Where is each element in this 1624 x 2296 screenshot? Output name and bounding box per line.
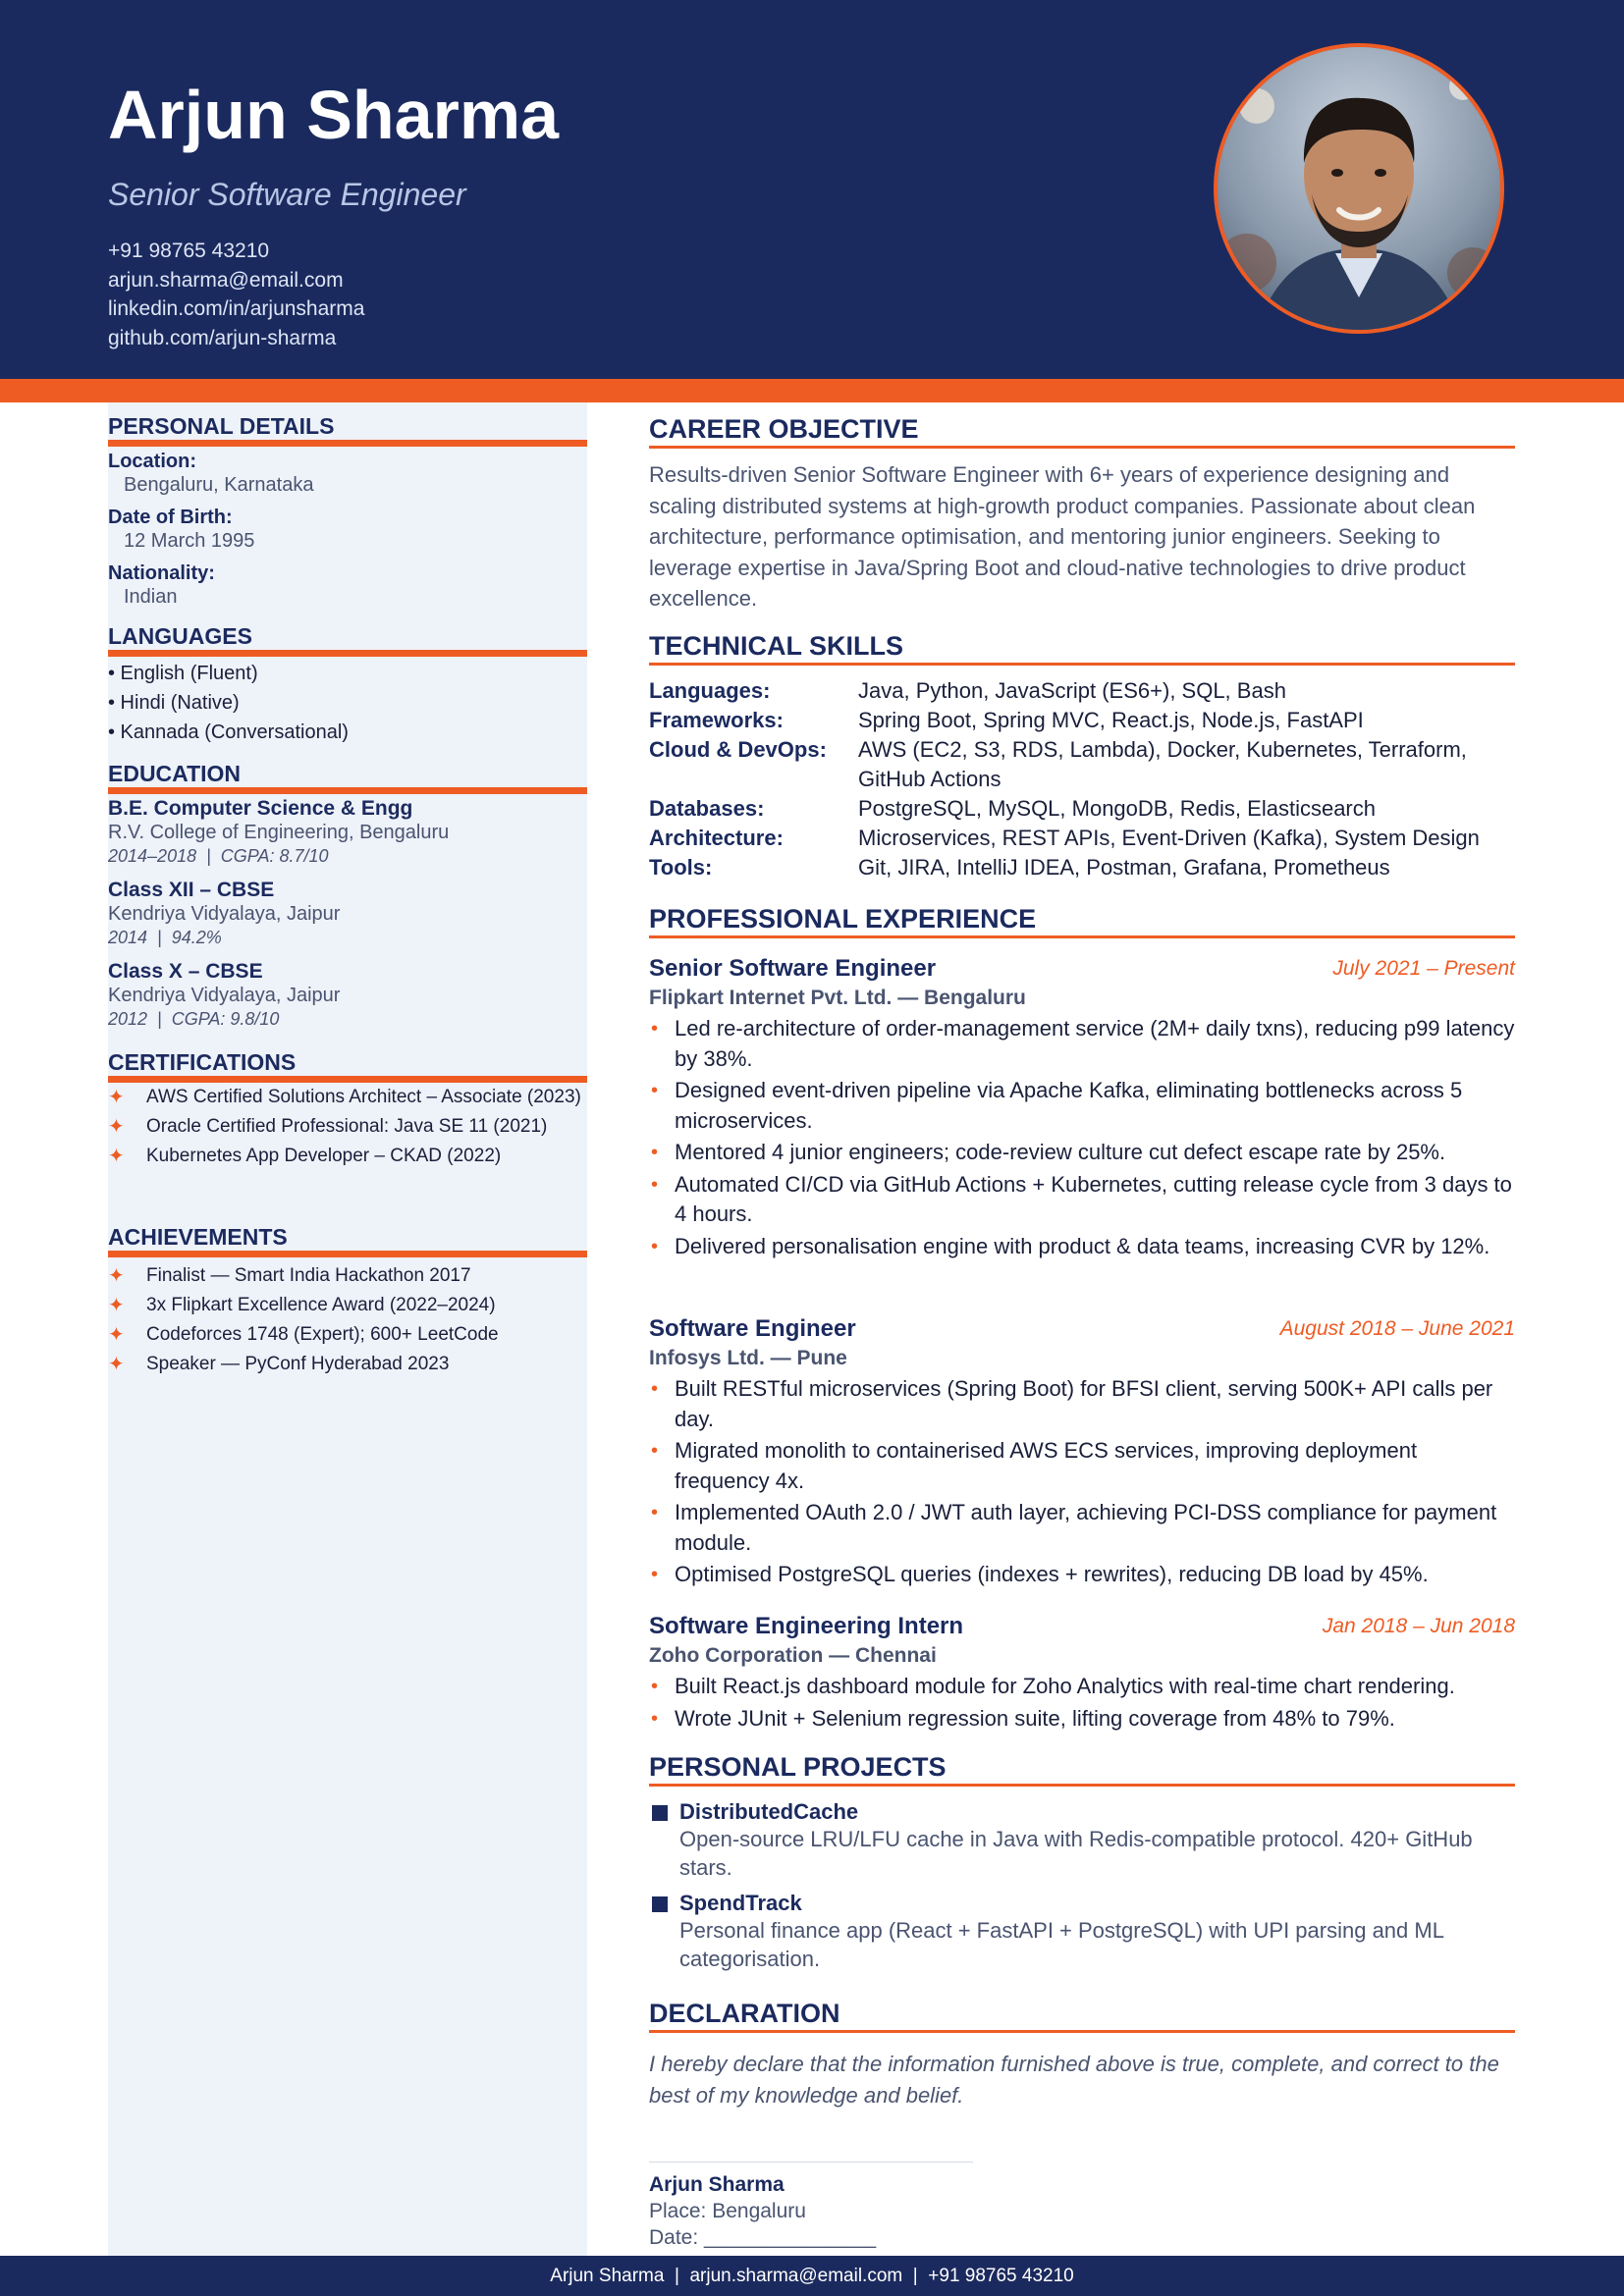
job-role: Senior Software Engineer (649, 955, 937, 982)
languages-list (108, 659, 587, 747)
skill-values: Java, Python, JavaScript (ES6+), SQL, Bash (858, 678, 1286, 703)
project-title: DistributedCache (679, 1799, 859, 1824)
bullet-text: Designed event-driven pipeline via Apache Kafka, eliminating bottlenecks across 5 microservices. (675, 1078, 1463, 1133)
square-bullet-icon (652, 1805, 668, 1821)
personal-details-heading: PERSONAL DETAILS (108, 413, 587, 447)
project-item (649, 1799, 1515, 1882)
achievement-text: 3x Flipkart Excellence Award (2022–2024) (146, 1295, 496, 1315)
bullet-text: Automated CI/CD via GitHub Actions + Kubernetes, cutting release cycle from 3 days to 4 hours. (675, 1171, 1512, 1226)
bullet-text: Wrote JUnit + Selenium regression suite, lifting coverage from 48% to 79%. (675, 1705, 1395, 1731)
achievement-text: Finalist — Smart India Hackathon 2017 (146, 1265, 471, 1286)
job-bullet (649, 1232, 1515, 1262)
certification-text: AWS Certified Solutions Architect – Associate (2023) (146, 1087, 581, 1107)
degree-title: B.E. Computer Science & Engg (108, 797, 413, 820)
bullet-dot-icon: • (651, 1173, 659, 1196)
signature-block (649, 2171, 1515, 2251)
languages-heading: LANGUAGES (108, 623, 587, 657)
bullet-dot-icon: • (651, 1440, 659, 1462)
signature-date: Date: _______________ (649, 2226, 877, 2249)
job-bullet (649, 1170, 1515, 1230)
achievements-list (108, 1261, 587, 1379)
skill-values: AWS (EC2, S3, RDS, Lambda), Docker, Kubernetes, Terraform, GitHub Actions (858, 737, 1467, 791)
career-objective-heading: CAREER OBJECTIVE (649, 414, 1515, 449)
certification-item (108, 1145, 587, 1168)
skill-row (649, 676, 1515, 706)
job-bullets (649, 1374, 1515, 1590)
degree-title: Class X – CBSE (108, 960, 263, 983)
job-bullets (649, 1672, 1515, 1734)
skill-category: Tools: (649, 855, 713, 880)
achievement-item (108, 1261, 587, 1291)
location-label: Location: (108, 451, 196, 472)
bullet-text: Built React.js dashboard module for Zoho Analytics with real-time chart rendering. (675, 1674, 1455, 1698)
achievement-text: Speaker — PyConf Hyderabad 2023 (146, 1354, 450, 1374)
bullet-text: Delivered personalisation engine with product & data teams, increasing CVR by 12%. (675, 1233, 1490, 1258)
certifications-list (108, 1086, 587, 1168)
job-entry-zoho (649, 1613, 1515, 1735)
skill-category: Architecture: (649, 826, 784, 850)
star-bullet-icon: ✦ (108, 1146, 125, 1167)
skill-category: Cloud & DevOps: (649, 737, 827, 762)
project-title: SpendTrack (679, 1891, 802, 1915)
achievement-item (108, 1350, 587, 1379)
project-description: Personal finance app (React + FastAPI + PostgreSQL) with UPI parsing and ML categorisation. (679, 1918, 1444, 1971)
bullet-text: Implemented OAuth 2.0 / JWT auth layer, achieving PCI-DSS compliance for payment module. (675, 1500, 1497, 1555)
bullet-text: Led re-architecture of order-management service (2M+ daily txns), reducing p99 latency by 38%. (675, 1016, 1515, 1071)
skill-category: Databases: (649, 796, 765, 821)
star-bullet-icon: ✦ (108, 1354, 125, 1375)
bullet-text: Mentored 4 junior engineers; code-review culture cut defect escape rate by 25%. (675, 1140, 1446, 1164)
bullet-dot-icon: • (651, 1142, 659, 1163)
education-item (108, 879, 587, 948)
skill-row (649, 706, 1515, 735)
education-list (108, 797, 587, 1030)
certification-item (108, 1115, 587, 1139)
portrait-image (1218, 47, 1500, 330)
certification-text: Kubernetes App Developer – CKAD (2022) (146, 1146, 502, 1166)
technical-skills-heading: TECHNICAL SKILLS (649, 631, 1515, 666)
nationality-label: Nationality: (108, 562, 215, 584)
job-bullet (649, 1672, 1515, 1702)
location-value: Bengaluru, Karnataka (124, 474, 314, 496)
skill-values: Spring Boot, Spring MVC, React.js, Node.js, FastAPI (858, 708, 1364, 732)
contact-phone: +91 98765 43210 (108, 240, 270, 262)
job-entry-flipkart (649, 955, 1515, 1263)
skill-row (649, 853, 1515, 882)
header-accent-bar (0, 379, 1624, 402)
job-company: Infosys Ltd. — Pune (649, 1347, 847, 1369)
signature-name: Arjun Sharma (649, 2173, 785, 2196)
school-name: Kendriya Vidyalaya, Jaipur (108, 985, 341, 1006)
job-dates: August 2018 – June 2021 (1279, 1317, 1515, 1340)
experience-heading: PROFESSIONAL EXPERIENCE (649, 904, 1515, 938)
skills-table (649, 676, 1515, 882)
job-bullets (649, 1014, 1515, 1261)
square-bullet-icon (652, 1896, 668, 1912)
job-bullet (649, 1498, 1515, 1558)
language-item: • English (Fluent) (108, 663, 258, 684)
signature-line (649, 2162, 973, 2163)
skill-row (649, 735, 1515, 794)
bullet-dot-icon: • (651, 1378, 659, 1400)
language-item: • Kannada (Conversational) (108, 721, 349, 743)
contact-email[interactable]: arjun.sharma@email.com (108, 268, 344, 292)
job-bullet (649, 1076, 1515, 1136)
bullet-text: Optimised PostgreSQL queries (indexes + rewrites), reducing DB load by 45%. (675, 1562, 1429, 1586)
job-company: Flipkart Internet Pvt. Ltd. — Bengaluru (649, 987, 1026, 1009)
project-item (649, 1891, 1515, 1973)
project-description: Open-source LRU/LFU cache in Java with Redis-compatible protocol. 420+ GitHub stars. (679, 1827, 1473, 1880)
skill-row (649, 824, 1515, 853)
education-item (108, 797, 587, 867)
contact-linkedin[interactable]: linkedin.com/in/arjunsharma (108, 297, 365, 320)
skill-values: Microservices, REST APIs, Event-Driven (Kafka), System Design (858, 826, 1480, 850)
dob-label: Date of Birth: (108, 507, 233, 528)
star-bullet-icon: ✦ (108, 1087, 125, 1108)
project-name (649, 1891, 1515, 1916)
profile-photo (1214, 43, 1504, 334)
education-meta: 2012 | CGPA: 9.8/10 (108, 1009, 280, 1029)
declaration-text: I hereby declare that the information furnished above is true, complete, and correct to the best of my knowledge and belief. (649, 2052, 1499, 2108)
education-item (108, 960, 587, 1030)
education-meta: 2014 | 94.2% (108, 928, 222, 947)
job-bullet (649, 1014, 1515, 1074)
skill-values: Git, JIRA, IntelliJ IDEA, Postman, Grafana, Prometheus (858, 855, 1390, 880)
job-dates: July 2021 – Present (1332, 957, 1515, 980)
candidate-name: Arjun Sharma (108, 77, 559, 153)
degree-title: Class XII – CBSE (108, 879, 275, 901)
job-role: Software Engineering Intern (649, 1613, 964, 1639)
job-company: Zoho Corporation — Chennai (649, 1644, 937, 1667)
achievement-text: Codeforces 1748 (Expert); 600+ LeetCode (146, 1324, 499, 1345)
star-bullet-icon: ✦ (108, 1116, 125, 1138)
contact-github[interactable]: github.com/arjun-sharma (108, 326, 337, 349)
skill-row (649, 794, 1515, 824)
job-dates: Jan 2018 – Jun 2018 (1322, 1615, 1515, 1637)
education-meta: 2014–2018 | CGPA: 8.7/10 (108, 846, 329, 866)
project-name (649, 1799, 1515, 1825)
job-role: Software Engineer (649, 1315, 856, 1342)
nationality-value: Indian (124, 586, 178, 608)
bullet-dot-icon: • (651, 1018, 659, 1040)
school-name: Kendriya Vidyalaya, Jaipur (108, 903, 341, 925)
projects-heading: PERSONAL PROJECTS (649, 1752, 1515, 1787)
signature-place: Place: Bengaluru (649, 2200, 806, 2222)
bullet-text: Built RESTful microservices (Spring Boot) for BFSI client, serving 500K+ API calls per day. (675, 1376, 1493, 1431)
certification-item (108, 1086, 587, 1109)
projects-list (649, 1799, 1515, 1973)
job-title: Senior Software Engineer (108, 177, 466, 212)
bullet-dot-icon: • (651, 1564, 659, 1585)
school-name: R.V. College of Engineering, Bengaluru (108, 822, 450, 843)
star-bullet-icon: ✦ (108, 1324, 125, 1346)
bullet-dot-icon: • (651, 1502, 659, 1523)
job-entry-infosys (649, 1315, 1515, 1592)
bullet-dot-icon: • (651, 1676, 659, 1697)
job-bullet (649, 1374, 1515, 1434)
skill-category: Frameworks: (649, 708, 784, 732)
declaration-heading: DECLARATION (649, 1999, 1515, 2033)
achievement-item (108, 1291, 587, 1320)
bullet-text: Migrated monolith to containerised AWS ECS services, improving deployment frequency 4x. (675, 1438, 1418, 1493)
achievements-heading: ACHIEVEMENTS (108, 1224, 587, 1257)
career-objective-text: Results-driven Senior Software Engineer with 6+ years of experience designing and scaling distributed systems at high-growth product companies. Passionate about clean architecture, performance optimisation, and mentoring junior engineers. Seeking to leverage expertise in Java/Spring Boot and cloud-native technologies to drive product excellence. (649, 462, 1476, 611)
personal-details (108, 450, 587, 610)
technical-skills (649, 676, 1515, 882)
achievement-item (108, 1320, 587, 1350)
job-bullet (649, 1704, 1515, 1735)
job-bullet (649, 1436, 1515, 1496)
bullet-dot-icon: • (651, 1707, 659, 1730)
contact-list (108, 237, 364, 352)
education-heading: EDUCATION (108, 761, 587, 794)
skill-values: PostgreSQL, MySQL, MongoDB, Redis, Elasticsearch (858, 796, 1376, 821)
job-bullet (649, 1138, 1515, 1168)
job-bullet (649, 1560, 1515, 1590)
certifications-heading: CERTIFICATIONS (108, 1049, 587, 1083)
certification-text: Oracle Certified Professional: Java SE 11 (2021) (146, 1116, 548, 1137)
dob-value: 12 March 1995 (124, 530, 255, 552)
star-bullet-icon: ✦ (108, 1265, 125, 1287)
star-bullet-icon: ✦ (108, 1295, 125, 1316)
footer-bar: Arjun Sharma | arjun.sharma@email.com | +91 98765 43210 (0, 2256, 1624, 2296)
bullet-dot-icon: • (651, 1235, 659, 1257)
bullet-dot-icon: • (651, 1080, 659, 1101)
language-item: • Hindi (Native) (108, 692, 240, 714)
skill-category: Languages: (649, 678, 771, 703)
